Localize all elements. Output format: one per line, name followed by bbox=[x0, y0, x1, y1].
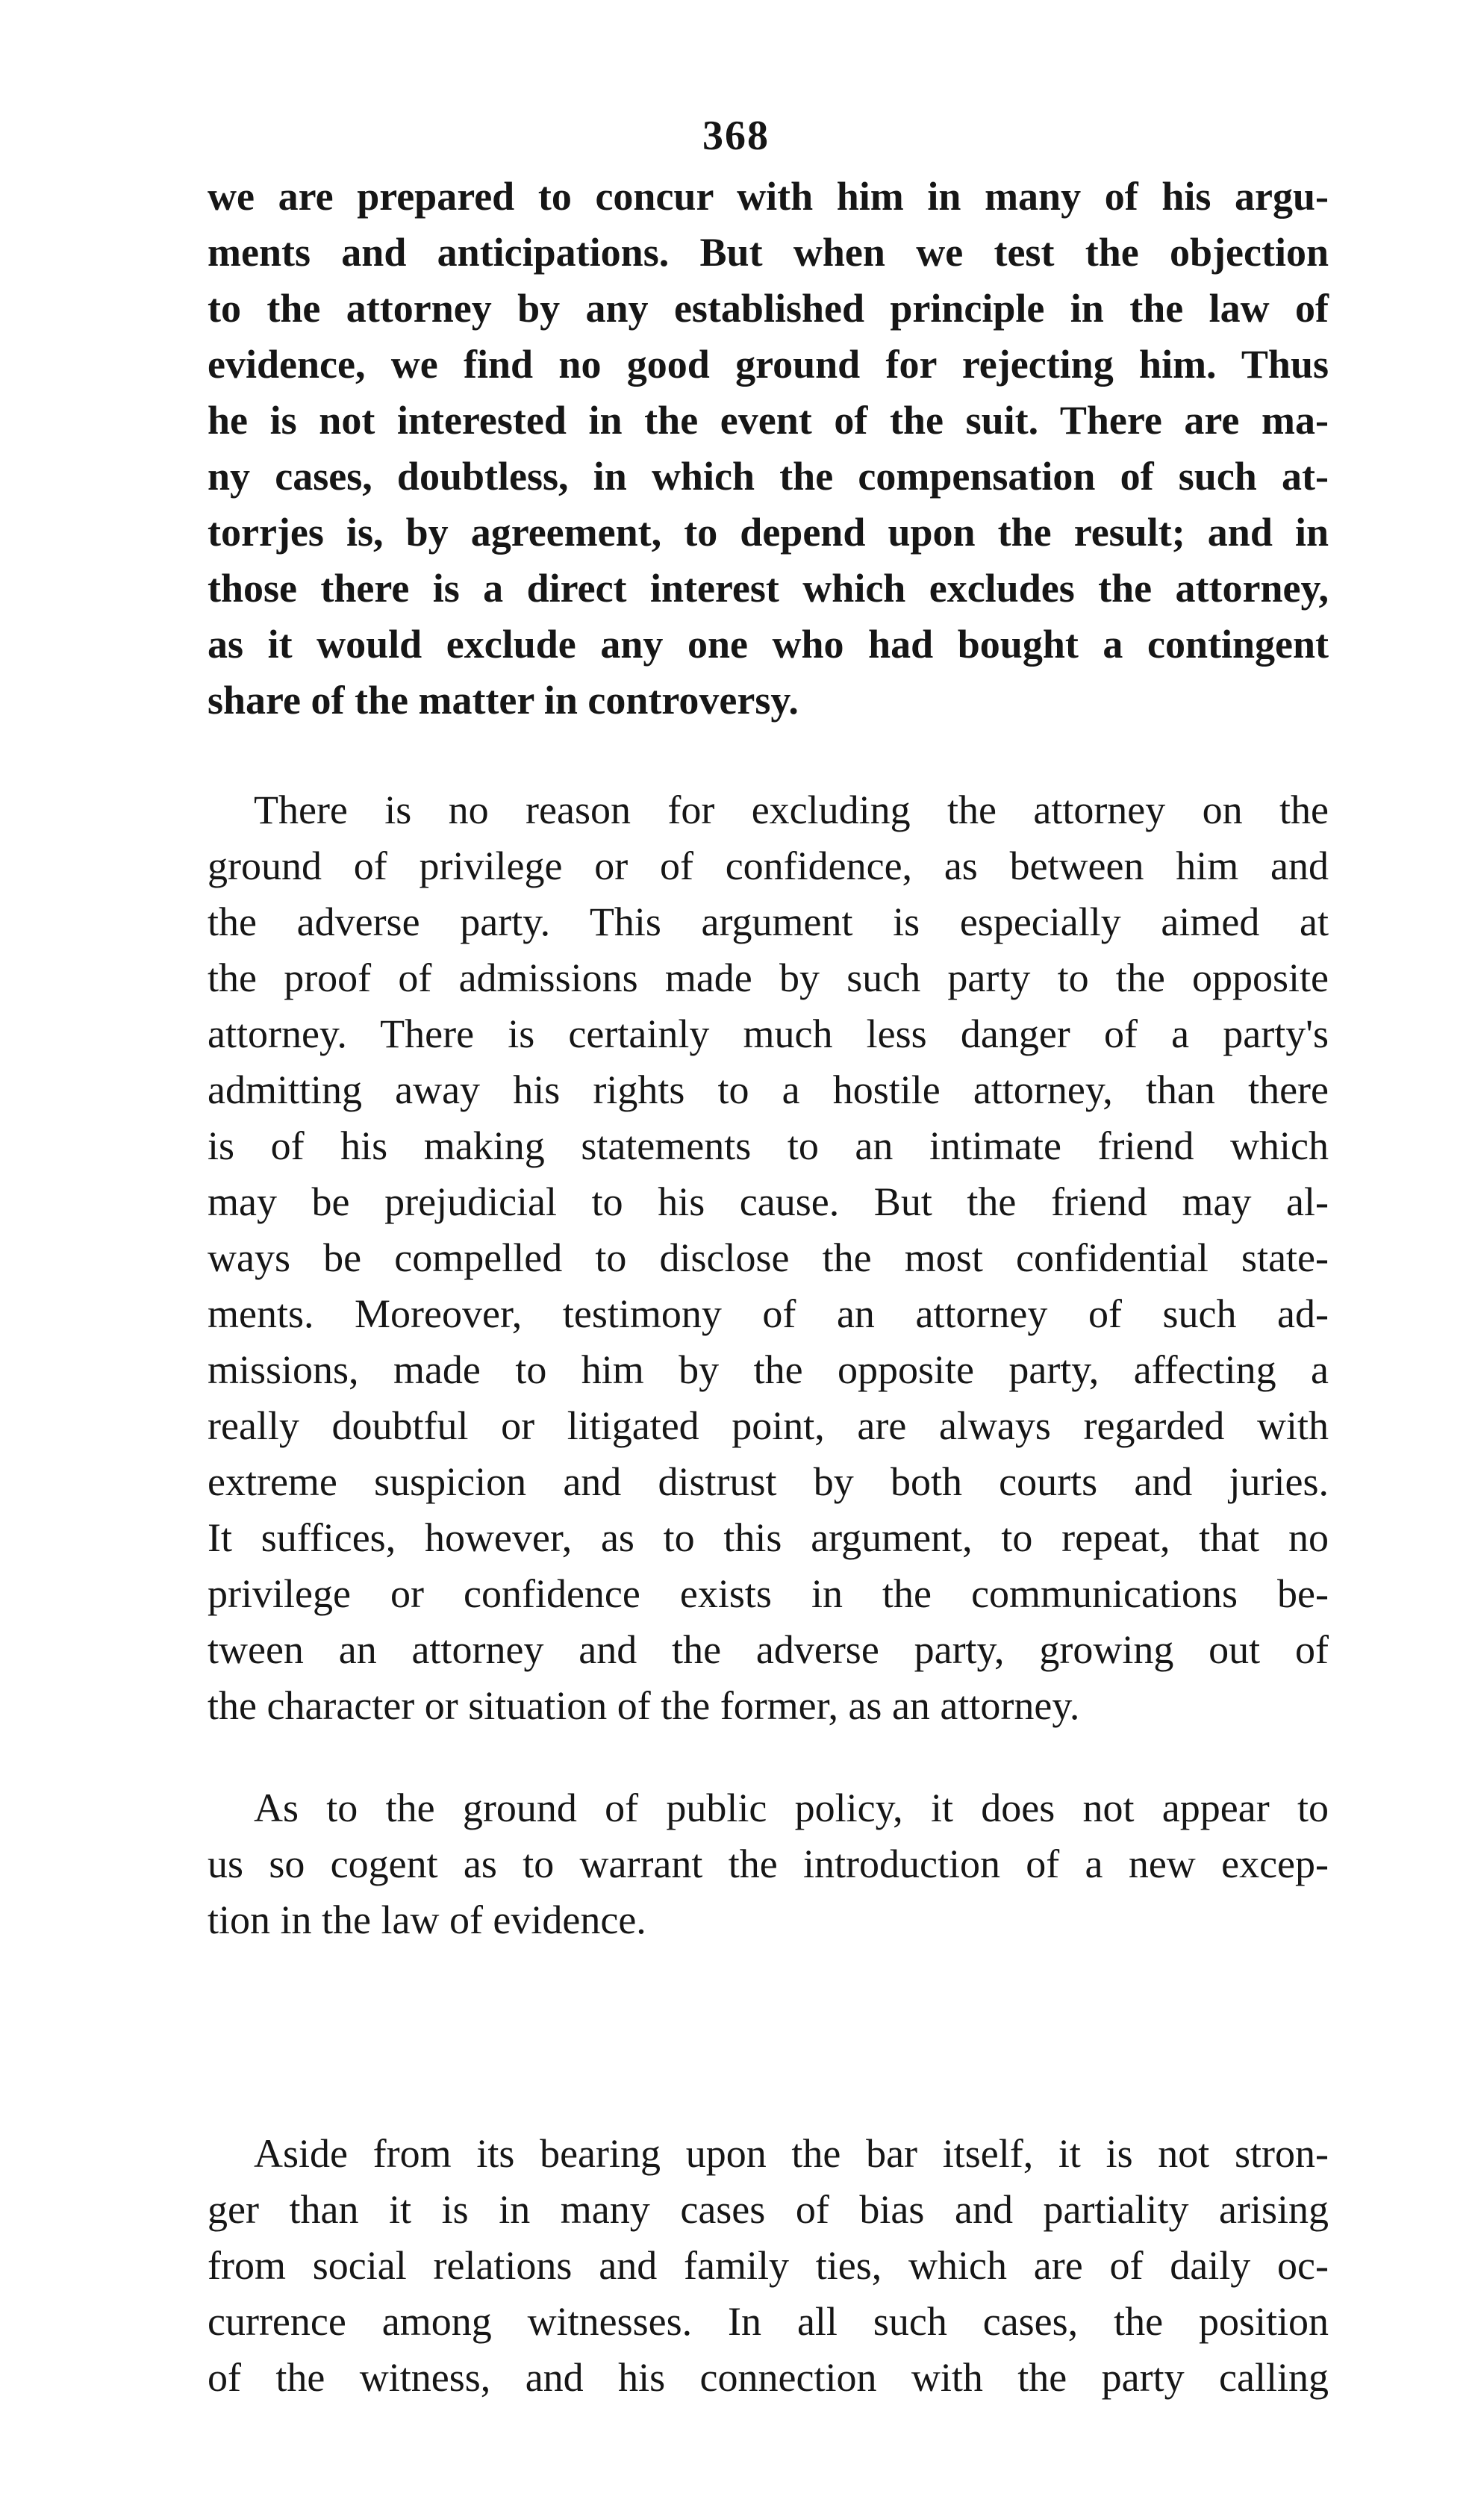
text-line: really doubtful or litigated point, are always regarded with bbox=[208, 1403, 1329, 1448]
text-line: share of the matter in controversy. bbox=[208, 678, 799, 723]
text-line: tion in the law of evidence. bbox=[208, 1897, 646, 1942]
text-line: tween an attorney and the adverse party, growing out of bbox=[208, 1627, 1329, 1672]
text-line: ments. Moreover, testimony of an attorney of such ad- bbox=[208, 1291, 1329, 1336]
text-line: he is not interested in the event of the suit. There are ma- bbox=[208, 398, 1329, 443]
text-line: ny cases, doubtless, in which the compensation of such at- bbox=[208, 454, 1329, 499]
page-number: 368 bbox=[702, 113, 770, 159]
text-line: is of his making statements to an intimate friend which bbox=[208, 1123, 1329, 1168]
text-line: from social relations and family ties, which are of daily oc- bbox=[208, 2243, 1329, 2288]
paragraph-4 bbox=[208, 2126, 1329, 2406]
text-line: as it would exclude any one who had bought a contingent bbox=[208, 622, 1329, 667]
text-line: may be prejudicial to his cause. But the friend may al- bbox=[208, 1179, 1329, 1224]
text-line: us so cogent as to warrant the introduction of a new excep- bbox=[208, 1841, 1329, 1886]
paragraph-3 bbox=[208, 1780, 1329, 1948]
text-line: admitting away his rights to a hostile attorney, than there bbox=[208, 1067, 1329, 1112]
text-line: torrjes is, by agreement, to depend upon the result; and in bbox=[208, 510, 1329, 555]
text-line: There is no reason for excluding the attorney on the bbox=[254, 788, 1329, 832]
text-line: As to the ground of public policy, it does not appear to bbox=[254, 1785, 1329, 1830]
paragraph-1 bbox=[208, 169, 1329, 729]
text-line: those there is a direct interest which excludes the attorney, bbox=[208, 566, 1329, 611]
text-line: Aside from its bearing upon the bar itself, it is not stron- bbox=[254, 2131, 1329, 2176]
text-line: privilege or confidence exists in the communications be- bbox=[208, 1571, 1329, 1616]
text-line: ger than it is in many cases of bias and partiality arising bbox=[208, 2187, 1329, 2232]
text-line: currence among witnesses. In all such cases, the position bbox=[208, 2299, 1329, 2344]
text-line: the adverse party. This argument is especially aimed at bbox=[208, 899, 1329, 944]
text-line: It suffices, however, as to this argument, to repeat, that no bbox=[208, 1515, 1329, 1560]
text-line: extreme suspicion and distrust by both courts and juries. bbox=[208, 1459, 1329, 1504]
text-line: attorney. There is certainly much less danger of a party's bbox=[208, 1011, 1329, 1056]
text-line: to the attorney by any established principle in the law of bbox=[208, 286, 1329, 331]
paragraph-2 bbox=[208, 782, 1329, 1734]
text-line: evidence, we find no good ground for rejecting him. Thus bbox=[208, 342, 1329, 387]
text-line: of the witness, and his connection with the party calling bbox=[208, 2355, 1329, 2400]
text-line: ground of privilege or of confidence, as between him and bbox=[208, 843, 1329, 888]
text-line: ments and anticipations. But when we test the objection bbox=[208, 230, 1329, 275]
text-line: we are prepared to concur with him in many of his argu- bbox=[208, 174, 1329, 219]
text-line: the character or situation of the former, as an attorney. bbox=[208, 1683, 1080, 1728]
text-line: missions, made to him by the opposite party, affecting a bbox=[208, 1347, 1329, 1392]
text-line: ways be compelled to disclose the most confidential state- bbox=[208, 1235, 1329, 1280]
text-line: the proof of admissions made by such party to the opposite bbox=[208, 955, 1329, 1000]
